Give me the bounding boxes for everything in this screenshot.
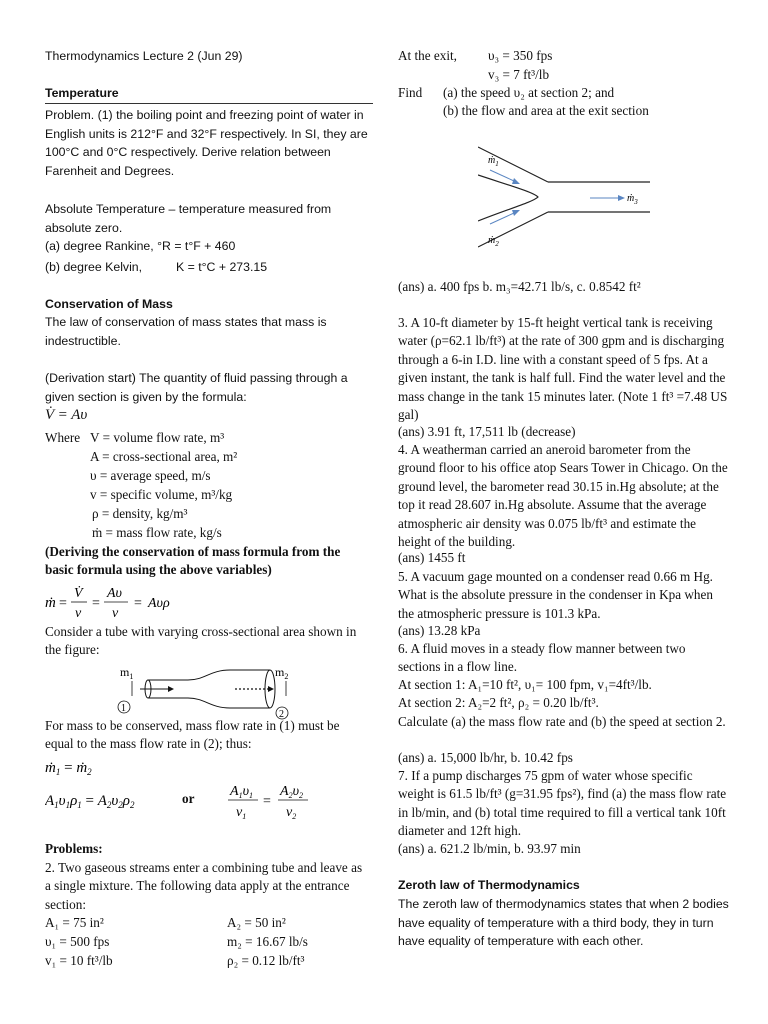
m2-label: $m_2$ bbox=[275, 665, 289, 681]
continuity-volume-equation bbox=[228, 778, 328, 824]
svg-text:v: v bbox=[112, 606, 119, 621]
variable-definition: A = cross-sectional area, m² bbox=[90, 449, 238, 464]
svg-text:A1υ1ρ1 = A2υ2ρ2: $A_1\upsilon_1\rho_1 = A_2\upsilon_2\rho_2$ bbox=[45, 793, 135, 810]
svg-text:v: v bbox=[75, 606, 82, 621]
rankine-formula: (a) degree Rankine, °R = t°F + 460 bbox=[45, 239, 236, 253]
svg-text:=: = bbox=[134, 596, 142, 611]
problem-2: 2. Two gaseous streams enter a combining tube and leave as a single mixture. The following data apply at the entrance section: bbox=[45, 860, 363, 912]
find-a: (a) the speed υ₂ at section 2; and bbox=[443, 85, 615, 100]
answer-4: (ans) 1455 ft bbox=[398, 550, 466, 565]
exit-specific-volume: v₃ = 7 ft³/lb bbox=[488, 67, 550, 82]
temperature-heading: Temperature bbox=[45, 86, 119, 100]
conserved-statement: For mass to be conserved, mass flow rate in (1) must be equal to the mass flow rate in (2); thus: bbox=[45, 718, 340, 752]
temperature-problem: Problem. (1) the boiling point and freezing point of water in English units is 212°F and 32°F respectively. In SI, they are 100°C and 0°C respectively. Derive relation between Farenheit and Degrees. bbox=[45, 108, 368, 178]
find-b: (b) the flow and area at the exit section bbox=[443, 103, 649, 118]
answer-3: (ans) 3.91 ft, 17,511 lb (decrease) bbox=[398, 424, 576, 439]
answer-7: (ans) a. 621.2 lb/min, b. 93.97 min bbox=[398, 841, 581, 856]
problem-3: 3. A 10-ft diameter by 15-ft height vertical tank is receiving water (ρ=62.1 lb/ft³) at the rate of 300 gpm and is discharging through a 6-in I.D. line with a constant speed of 5 fps. At a given instant, the tank is half full. Find the water level and the mass change in the tank 15 minutes later. (Note 1 ft³ =7.48 US gal) bbox=[398, 315, 728, 423]
p2-data-left: A₁ = 75 in² bbox=[45, 915, 104, 930]
svg-text:V̇: V̇ bbox=[74, 586, 83, 601]
problems-heading: Problems: bbox=[45, 841, 103, 856]
deriving-note: (Deriving the conservation of mass formula from the basic formula using the above variables) bbox=[45, 544, 341, 578]
problem-5: 5. A vacuum gage mounted on a condenser read 0.66 m Hg. What is the absolute pressure in the condenser in Kpa when the atmospheric pressure is 101.3 kPa. bbox=[398, 569, 713, 621]
exit-speed: υ₃ = 350 fps bbox=[488, 48, 553, 63]
variable-definition: υ = average speed, m/s bbox=[90, 468, 211, 483]
svg-text:=: = bbox=[263, 794, 271, 809]
lecture-header: Thermodynamics Lecture 2 (Jun 29) bbox=[45, 49, 243, 63]
where-label: Where bbox=[45, 430, 81, 445]
svg-text:=: = bbox=[59, 596, 67, 611]
problem-6: 6. A fluid moves in a steady flow manner between two sections in a flow line. bbox=[398, 641, 686, 675]
absolute-temperature-definition: Absolute Temperature – temperature measured from absolute zero. bbox=[45, 202, 332, 235]
svg-text:ṁ: ṁ bbox=[45, 595, 56, 611]
derivation-start: (Derivation start) The quantity of fluid passing through a given section is given by the formula: bbox=[45, 371, 348, 404]
problem-6-calculate: Calculate (a) the mass flow rate and (b) the speed at section 2. bbox=[398, 714, 726, 729]
volume-flow-formula: V̇ = Aυ bbox=[45, 407, 88, 423]
svg-text:Aυρ: Aυρ bbox=[148, 596, 170, 611]
variable-definition: ṁ = mass flow rate, kg/s bbox=[92, 525, 222, 540]
m1-label: $m_1$ bbox=[120, 665, 134, 681]
heading-rule bbox=[45, 103, 373, 104]
find-label: Find bbox=[398, 85, 423, 100]
svg-text:A2υ2: $A_2\upsilon_2$ bbox=[280, 784, 303, 800]
svg-text:ṁ1 = ṁ2: ṁ$_1$ = ṁ$_2$ bbox=[45, 760, 92, 777]
m2-dot-label: ṁ$_2$ bbox=[488, 235, 499, 248]
problem-6-section-1: At section 1: A₁=10 ft², υ₁= 100 fpm, v₁=4ft³/lb. bbox=[398, 677, 652, 692]
p2-data-left: v₁ = 10 ft³/lb bbox=[45, 953, 113, 968]
section-1-marker: 1 bbox=[121, 703, 126, 714]
variable-definition: V = volume flow rate, m³ bbox=[90, 430, 225, 445]
answer-6: (ans) a. 15,000 lb/hr, b. 10.42 fps bbox=[398, 750, 573, 765]
svg-text:v2: $v_2$ bbox=[286, 805, 297, 821]
kelvin-label: (b) degree Kelvin, bbox=[45, 260, 143, 274]
continuity-equation bbox=[45, 788, 185, 812]
exit-label: At the exit, bbox=[398, 48, 457, 63]
answer-5: (ans) 13.28 kPa bbox=[398, 623, 481, 638]
zeroth-law-text: The zeroth law of thermodynamics states that when 2 bodies have equality of temperature with a third body, they in turn have equality of temperature with each other. bbox=[398, 897, 729, 948]
p2-data-right: m₂ = 16.67 lb/s bbox=[227, 934, 308, 949]
m3-dot-label: ṁ$_3$ bbox=[627, 193, 638, 206]
svg-text:v1: $v_1$ bbox=[236, 805, 247, 821]
svg-text:A1υ1: $A_1\upsilon_1$ bbox=[230, 784, 253, 800]
variable-definition: ρ = density, kg/m³ bbox=[92, 506, 188, 521]
problem-7: 7. If a pump discharges 75 gpm of water whose specific weight is 61.5 lb/ft³ (g=31.95 fps²), find (a) the mass flow rate in lb/min, and (b) total time required to fill a vertical tank 10ft diameter and 12ft high. bbox=[398, 768, 727, 839]
kelvin-formula: K = t°C + 273.15 bbox=[176, 260, 268, 274]
svg-text:Aυ: Aυ bbox=[107, 586, 122, 601]
conservation-law: The law of conservation of mass states that mass is indestructible. bbox=[45, 315, 327, 348]
zeroth-law-heading: Zeroth law of Thermodynamics bbox=[398, 878, 580, 892]
mass-flow-equation bbox=[45, 582, 245, 622]
conservation-heading: Conservation of Mass bbox=[45, 297, 173, 311]
m1-dot-label: ṁ$_1$ bbox=[488, 155, 499, 168]
answer-2: (ans) a. 400 fps b. m₃=42.71 lb/s, c. 0.8542 ft² bbox=[398, 279, 641, 294]
or-label: or bbox=[182, 791, 195, 806]
mass-equality-equation bbox=[45, 757, 125, 779]
p2-data-right: ρ₂ = 0.12 lb/ft³ bbox=[227, 953, 305, 968]
variable-definition: v = specific volume, m³/kg bbox=[90, 487, 233, 502]
svg-text:=: = bbox=[92, 596, 100, 611]
problem-6-section-2: At section 2: A₂=2 ft², ρ₂ = 0.20 lb/ft³. bbox=[398, 695, 599, 710]
consider-tube: Consider a tube with varying cross-sectional area shown in the figure: bbox=[45, 624, 357, 658]
p2-data-right: A₂ = 50 in² bbox=[227, 915, 286, 930]
section-2-marker: 2 bbox=[279, 709, 284, 720]
varying-tube-figure bbox=[110, 662, 310, 720]
p2-data-left: υ₁ = 500 fps bbox=[45, 934, 110, 949]
problem-4: 4. A weatherman carried an aneroid barometer from the ground floor to his office atop Sears Tower in Chicago. On the ground level, the barometer read 30.15 in.Hg absolute; at the top it read 28.607 in.Hg absolute. Assume that the average atmospheric air density was 0.075 lb/ft³ and estimate the height of the building. bbox=[398, 442, 728, 550]
combining-tube-figure bbox=[478, 137, 658, 260]
